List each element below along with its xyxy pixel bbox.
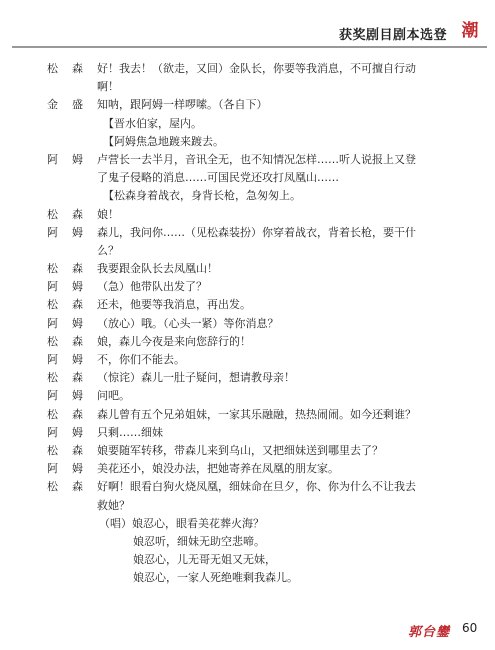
speaker-name: 松 森 <box>47 298 83 312</box>
script-line <box>0 151 495 169</box>
dialogue-text: 森儿曾有五个兄弟姐妹，一家其乐融融，热热闹闹。如今还剩谁？ <box>97 407 416 421</box>
script-line <box>0 96 495 114</box>
speaker-name: 松 森 <box>47 62 83 75</box>
running-title: 获奖剧目剧本选登 <box>338 28 447 43</box>
stage-direction: 【晋水伯家，屋内。 <box>103 116 202 130</box>
speaker-name: 阿 姆 <box>47 280 83 294</box>
script-line <box>0 169 495 187</box>
dialogue-text: 好啊！眼看白狗火烧凤凰，细妹命在旦夕，你、你为什么不让我去 <box>97 480 416 494</box>
dialogue-text: 了鬼子侵略的消息……可国民党还攻打凤凰山…… <box>97 171 339 185</box>
speaker-name: 阿 姆 <box>47 225 83 239</box>
dialogue-text: 我要跟金队长去凤凰山！ <box>97 262 218 276</box>
stage-direction: 【阿姆焦急地踱来踱去。 <box>103 134 224 148</box>
dialogue-text: 救她？ <box>97 498 130 512</box>
script-line <box>0 569 495 587</box>
speaker-name: 松 森 <box>47 407 83 421</box>
dialogue-text: （急）他带队出发了？ <box>97 280 207 294</box>
speaker-name: 松 森 <box>47 262 83 276</box>
script-body <box>0 60 495 587</box>
dialogue-text: （放心）哦。（心头一紧）等你消息？ <box>97 316 279 330</box>
speaker-name: 阿 姆 <box>47 353 83 366</box>
script-line <box>0 406 495 424</box>
script-line <box>0 60 495 78</box>
song-line: 娘忍心，一家人死绝唯剩我森儿。 <box>133 571 298 585</box>
speaker-name: 阿 姆 <box>47 152 83 166</box>
header-divider <box>12 46 487 48</box>
speaker-name: 松 森 <box>47 371 83 385</box>
dialogue-text: （惊诧）森儿一肚子疑问，想请教母亲！ <box>97 371 295 385</box>
speaker-name: 松 森 <box>47 207 83 221</box>
script-line <box>0 115 495 133</box>
script-line <box>0 442 495 460</box>
speaker-name: 松 森 <box>47 334 83 348</box>
speaker-name: 松 森 <box>47 480 83 494</box>
script-line <box>0 278 495 296</box>
speaker-name: 松 森 <box>47 443 83 457</box>
script-line <box>0 497 495 515</box>
script-line <box>0 551 495 569</box>
stage-direction: 【松森身着战衣，身背长枪，急匆匆上。 <box>103 189 301 203</box>
song-line: （唱）娘忍心，眼看美花葬火海？ <box>99 516 264 530</box>
dialogue-text: 还未，他要等我消息，再出发。 <box>97 298 251 312</box>
dialogue-text: 娘要随军转移，带森儿来到乌山，又把细妹送到哪里去了？ <box>97 443 383 457</box>
dialogue-text: 娘！ <box>97 207 119 221</box>
script-line <box>0 206 495 224</box>
dialogue-text: 问吧。 <box>97 389 130 403</box>
script-line <box>0 478 495 496</box>
speaker-name: 阿 姆 <box>47 389 83 403</box>
dialogue-text: 啊！ <box>97 80 119 94</box>
script-line <box>0 533 495 551</box>
script-line <box>0 78 495 96</box>
script-line <box>0 187 495 205</box>
page-header <box>0 0 495 48</box>
dialogue-text: 森儿，我问你……（见松森装扮）你穿着战衣，背着长枪，要干什 <box>97 225 416 239</box>
dialogue-text: 美花还小，娘没办法，把她寄养在凤凰的朋友家。 <box>97 462 339 476</box>
dialogue-text: 卢营长一去半月，音讯全无，也不知情况怎样……听人说报上又登 <box>97 152 416 166</box>
script-line <box>0 333 495 351</box>
script-line <box>0 351 495 369</box>
speaker-name: 阿 姆 <box>47 316 83 330</box>
script-line <box>0 515 495 533</box>
script-line <box>0 242 495 260</box>
publication-logo: 郭台鑾 <box>408 625 451 640</box>
script-line <box>0 424 495 442</box>
page-number: 60 <box>462 621 478 635</box>
script-line <box>0 387 495 405</box>
dialogue-text: 不，你们不能去。 <box>97 353 185 366</box>
dialogue-text: 娘，森儿今夜是来向您辞行的！ <box>97 334 251 348</box>
song-line: 娘忍听，细妹无助空悲啼。 <box>133 534 265 548</box>
dialogue-text: 只剩……细妹 <box>97 425 163 439</box>
script-line <box>0 460 495 478</box>
script-line <box>0 133 495 151</box>
dialogue-text: 知呐，跟阿姆一样啰嗦。（各自下） <box>97 98 268 112</box>
song-line: 娘忍心，儿无哥无姐又无妹， <box>133 553 276 567</box>
speaker-name: 金 盛 <box>47 98 83 112</box>
script-line <box>0 224 495 242</box>
script-line <box>0 315 495 333</box>
script-line <box>0 296 495 314</box>
speaker-name: 阿 姆 <box>47 425 83 439</box>
speaker-name: 阿 姆 <box>47 462 83 476</box>
script-line <box>0 369 495 387</box>
dialogue-text: 么？ <box>97 243 119 257</box>
dialogue-text: 好！我去！（欲走，又回）金队长，你要等我消息，不可擅自行动 <box>97 62 416 75</box>
seal-logo: 潮 <box>461 21 479 41</box>
script-line <box>0 260 495 278</box>
